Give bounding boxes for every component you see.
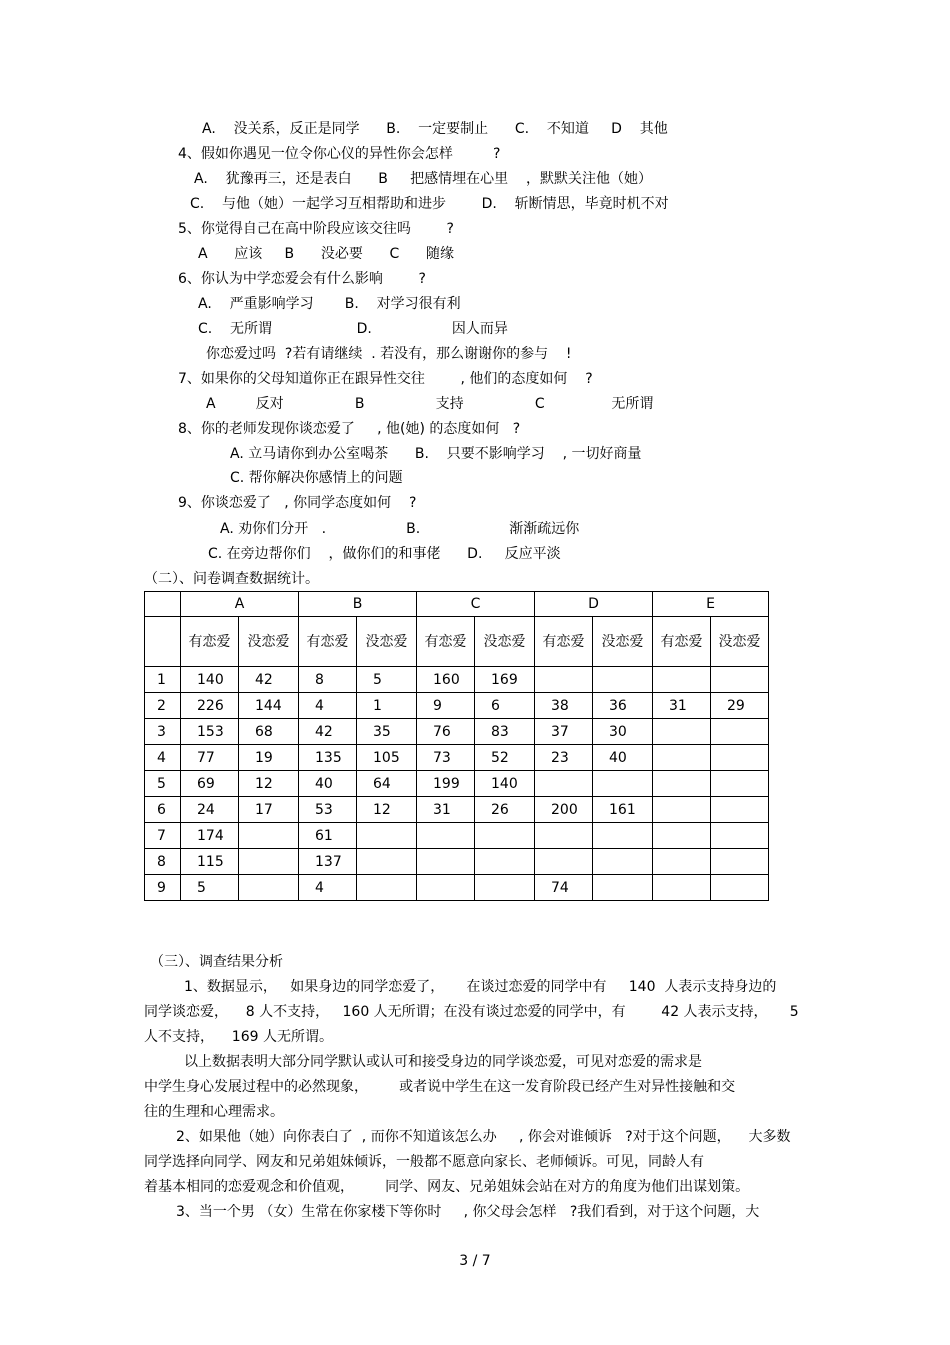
- group-header-a: A: [181, 592, 299, 617]
- table-cell: [711, 849, 769, 875]
- table-cell: 77: [181, 745, 239, 771]
- table-row: [145, 693, 769, 719]
- table-cell: [475, 823, 535, 849]
- table-cell: 76: [417, 719, 475, 745]
- table-cell: 1: [357, 693, 417, 719]
- table-cell: 74: [535, 875, 593, 901]
- table-cell: 35: [357, 719, 417, 745]
- table-cell: 31: [417, 797, 475, 823]
- table-cell: 19: [239, 745, 299, 771]
- page-number: 3 / 7: [459, 1253, 491, 1269]
- table-cell: 199: [417, 771, 475, 797]
- sub-header-not-in-love: 没恋爱: [475, 617, 535, 667]
- analysis-line: 中学生身心发展过程中的必然现象， 或者说中学生在这一发育阶段已经产生对异性接触和交: [144, 1079, 736, 1095]
- sub-header-in-love: 有恋爱: [181, 617, 239, 667]
- table-cell: 68: [239, 719, 299, 745]
- table-cell: 24: [181, 797, 239, 823]
- table-cell: [535, 823, 593, 849]
- table-cell: 5: [357, 667, 417, 693]
- table-cell: [417, 823, 475, 849]
- table-cell: [653, 771, 711, 797]
- table-cell: [593, 667, 653, 693]
- table-cell: [711, 719, 769, 745]
- sub-header-not-in-love: 没恋爱: [357, 617, 417, 667]
- question-6: 6、你认为中学恋爱会有什么影响 ?: [178, 271, 426, 287]
- table-cell: [357, 875, 417, 901]
- table-cell: [475, 849, 535, 875]
- group-header-d: D: [535, 592, 653, 617]
- table-cell: 53: [299, 797, 357, 823]
- table-cell: [653, 797, 711, 823]
- table-cell: [475, 875, 535, 901]
- sub-header-not-in-love: 没恋爱: [239, 617, 299, 667]
- table-cell: 31: [653, 693, 711, 719]
- table-cell: 26: [475, 797, 535, 823]
- table-cell: 4: [299, 875, 357, 901]
- table-cell: 37: [535, 719, 593, 745]
- table-cell: [653, 823, 711, 849]
- table-cell: 137: [299, 849, 357, 875]
- table-cell: [593, 875, 653, 901]
- sub-header-in-love: 有恋爱: [535, 617, 593, 667]
- row-number-cell: 8: [145, 849, 181, 875]
- row-number-cell: 4: [145, 745, 181, 771]
- q5-options: A 应该 B 没必要 C 随缘: [198, 246, 455, 262]
- group-header-c: C: [417, 592, 535, 617]
- table-cell: [239, 849, 299, 875]
- q7-options: A 反对 B 支持 C 无所谓: [206, 396, 654, 412]
- table-cell: 36: [593, 693, 653, 719]
- table-cell: [239, 823, 299, 849]
- table-cell: 5: [181, 875, 239, 901]
- table-row: [145, 771, 769, 797]
- table-cell: [593, 771, 653, 797]
- sub-header-not-in-love: 没恋爱: [711, 617, 769, 667]
- q8-option-c: C. 帮你解决你感情上的问题: [230, 470, 403, 486]
- analysis-line: 往的生理和心理需求。: [144, 1104, 284, 1120]
- table-cell: [711, 797, 769, 823]
- table-sub-header-row: [145, 617, 769, 667]
- row-number-cell: 6: [145, 797, 181, 823]
- q9-options-cd: C. 在旁边帮你们 ，做你们的和事佬 D. 反应平淡: [208, 546, 561, 562]
- analysis-line: 2、如果他（她）向你表白了 , 而你不知道该怎么办 , 你会对谁倾诉 ?对于这个问题， 大多数: [176, 1129, 791, 1145]
- table-cell: [711, 823, 769, 849]
- q8-options-ab: A. 立马请你到办公室喝茶 B. 只要不影响学习 , 一切好商量: [230, 446, 642, 462]
- table-cell: 40: [593, 745, 653, 771]
- analysis-line: 以上数据表明大部分同学默认或认可和接受身边的同学谈恋爱，可见对恋爱的需求是: [184, 1054, 702, 1070]
- sub-header-not-in-love: 没恋爱: [593, 617, 653, 667]
- table-group-header-row: [145, 592, 769, 617]
- table-cell: 12: [357, 797, 417, 823]
- table-body: [145, 667, 769, 901]
- analysis-line: 人不支持， 169 人无所谓。: [144, 1029, 333, 1045]
- table-cell: 52: [475, 745, 535, 771]
- table-cell: [593, 823, 653, 849]
- table-cell: [653, 667, 711, 693]
- sub-header-in-love: 有恋爱: [299, 617, 357, 667]
- table-cell: 160: [417, 667, 475, 693]
- section-3-title: （三）、调查结果分析: [150, 954, 283, 970]
- question-5: 5、你觉得自己在高中阶段应该交往吗 ?: [178, 221, 454, 237]
- row-number-cell: 9: [145, 875, 181, 901]
- table-cell: 226: [181, 693, 239, 719]
- group-header-e: E: [653, 592, 769, 617]
- table-cell: 83: [475, 719, 535, 745]
- row-number-cell: 5: [145, 771, 181, 797]
- q9-options-ab: A. 劝你们分开 . B. 渐渐疏远你: [220, 521, 580, 537]
- survey-statistics-table: [144, 591, 769, 901]
- table-cell: [653, 719, 711, 745]
- table-cell: [593, 849, 653, 875]
- table-cell: 9: [417, 693, 475, 719]
- table-cell: 64: [357, 771, 417, 797]
- question-8: 8、你的老师发现你谈恋爱了 , 他(她) 的态度如何 ?: [178, 421, 521, 437]
- row-number-cell: 7: [145, 823, 181, 849]
- table-cell: [417, 849, 475, 875]
- table-cell: [711, 771, 769, 797]
- table-cell: [357, 849, 417, 875]
- q6-options-cd: C. 无所谓 D. 因人而异: [198, 321, 508, 337]
- table-cell: 115: [181, 849, 239, 875]
- table-cell: 140: [181, 667, 239, 693]
- table-cell: 29: [711, 693, 769, 719]
- table-cell: 42: [239, 667, 299, 693]
- table-cell: 144: [239, 693, 299, 719]
- table-row: [145, 719, 769, 745]
- sub-header-in-love: 有恋爱: [417, 617, 475, 667]
- question-4: 4、假如你遇见一位令你心仪的异性你会怎样 ?: [178, 146, 501, 162]
- analysis-line: 1、数据显示， 如果身边的同学恋爱了， 在谈过恋爱的同学中有 140 人表示支持身边的: [184, 979, 777, 995]
- table-cell: 17: [239, 797, 299, 823]
- table-cell: 73: [417, 745, 475, 771]
- table-cell: [417, 875, 475, 901]
- table-row: [145, 745, 769, 771]
- table-cell: 161: [593, 797, 653, 823]
- analysis-line: 同学选择向同学、网友和兄弟姐妹倾诉，一般都不愿意向家长、老师倾诉。可见，同龄人有: [144, 1154, 704, 1170]
- section-2-title: （二）、问卷调查数据统计。: [144, 571, 319, 587]
- table-cell: 153: [181, 719, 239, 745]
- group-header-b: B: [299, 592, 417, 617]
- table-blank-cell: [145, 617, 181, 667]
- row-number-cell: 3: [145, 719, 181, 745]
- q4-options-cd: C. 与他（她）一起学习互相帮助和进步 D. 斩断情思，毕竟时机不对: [190, 196, 669, 212]
- table-cell: 38: [535, 693, 593, 719]
- table-cell: 69: [181, 771, 239, 797]
- table-cell: 200: [535, 797, 593, 823]
- table-cell: [357, 823, 417, 849]
- table-row: [145, 797, 769, 823]
- table-cell: 105: [357, 745, 417, 771]
- q4-options-ab: A. 犹豫再三，还是表白 B 把感情埋在心里 ，默默关注他（她）: [194, 171, 652, 187]
- table-cell: [535, 771, 593, 797]
- table-cell: 61: [299, 823, 357, 849]
- analysis-line: 同学谈恋爱， 8 人不支持， 160 人无所谓；在没有谈过恋爱的同学中，有 42 人表示支持， 5: [144, 1004, 799, 1020]
- table-row: [145, 849, 769, 875]
- table-cell: [653, 875, 711, 901]
- table-cell: [711, 667, 769, 693]
- table-row: [145, 875, 769, 901]
- q6-options-ab: A. 严重影响学习 B. 对学习很有利: [198, 296, 461, 312]
- table-cell: [535, 849, 593, 875]
- table-cell: 4: [299, 693, 357, 719]
- table-cell: 40: [299, 771, 357, 797]
- analysis-line: 3、当一个男 （女）生常在你家楼下等你时 , 你父母会怎样 ?我们看到，对于这个问题，大: [176, 1204, 760, 1220]
- table-row: [145, 823, 769, 849]
- participation-note: 你恋爱过吗 ?若有请继续 . 若没有，那么谢谢你的参与 !: [206, 346, 572, 362]
- table-corner-cell: [145, 592, 181, 617]
- question-7: 7、如果你的父母知道你正在跟异性交往 , 他们的态度如何 ?: [178, 371, 593, 387]
- q3-options: A. 没关系，反正是同学 B. 一定要制止 C. 不知道 D 其他: [202, 121, 668, 137]
- table-cell: [239, 875, 299, 901]
- table-cell: 8: [299, 667, 357, 693]
- table-cell: 169: [475, 667, 535, 693]
- analysis-line: 着基本相同的恋爱观念和价值观， 同学、网友、兄弟姐妹会站在对方的角度为他们出谋划策。: [144, 1179, 750, 1195]
- table-cell: 42: [299, 719, 357, 745]
- table-cell: 6: [475, 693, 535, 719]
- row-number-cell: 2: [145, 693, 181, 719]
- sub-header-in-love: 有恋爱: [653, 617, 711, 667]
- row-number-cell: 1: [145, 667, 181, 693]
- table-cell: [653, 745, 711, 771]
- table-cell: [653, 849, 711, 875]
- table-cell: [535, 667, 593, 693]
- table-cell: 30: [593, 719, 653, 745]
- table-cell: 140: [475, 771, 535, 797]
- table-cell: 12: [239, 771, 299, 797]
- table-cell: [711, 875, 769, 901]
- table-cell: 174: [181, 823, 239, 849]
- question-9: 9、你谈恋爱了 , 你同学态度如何 ?: [178, 495, 417, 511]
- table-cell: [711, 745, 769, 771]
- table-row: [145, 667, 769, 693]
- table-cell: 135: [299, 745, 357, 771]
- table-cell: 23: [535, 745, 593, 771]
